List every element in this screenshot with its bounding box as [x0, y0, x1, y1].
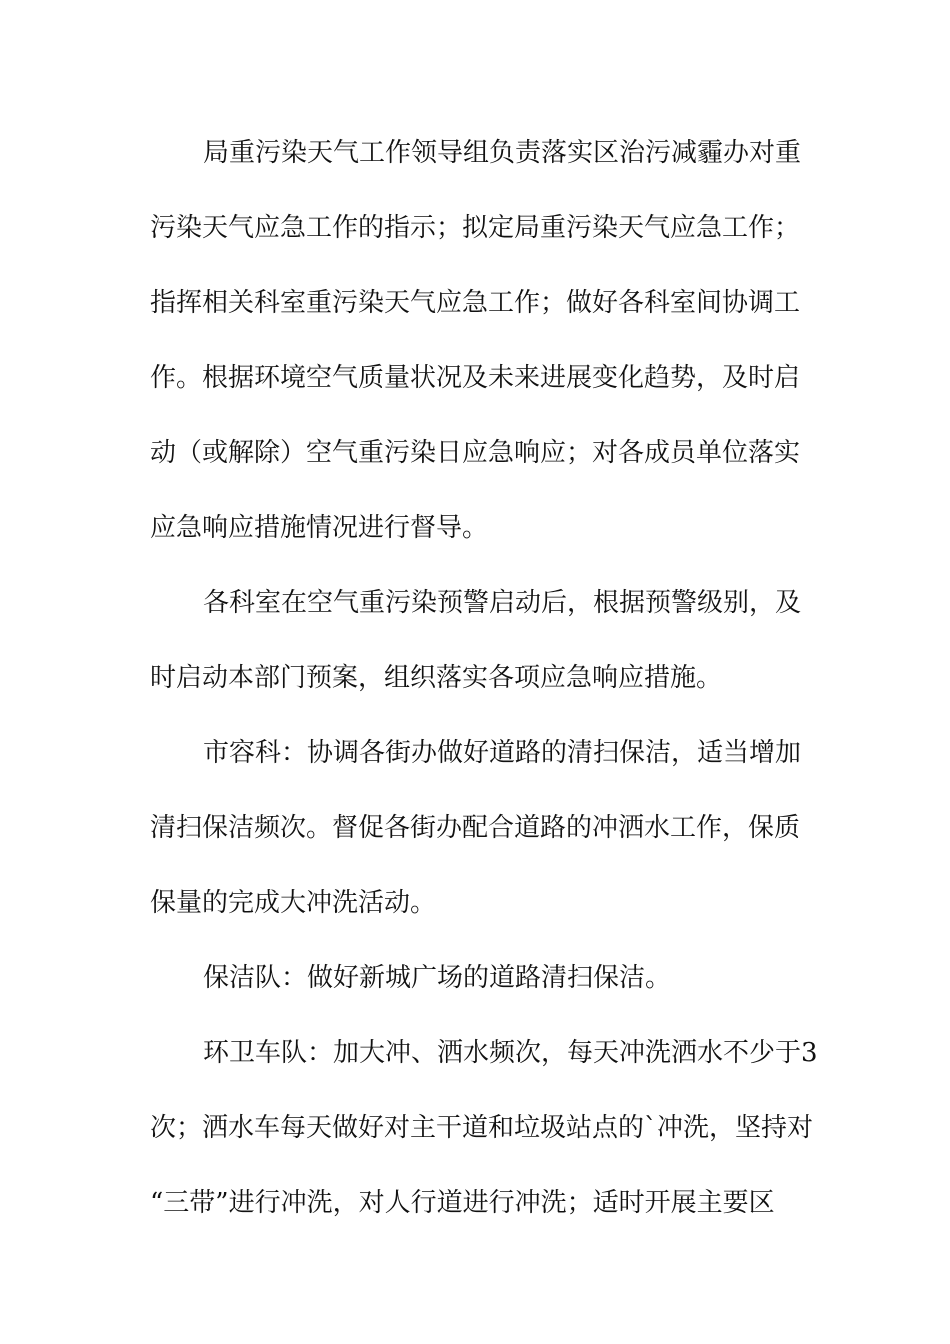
paragraph-line: 局重污染天气工作领导组负责落实区治污减霾办对重 [203, 138, 802, 168]
paragraph-line: 保量的完成大冲洗活动。 [150, 888, 437, 918]
paragraph-line: 应急响应措施情况进行督导。 [150, 513, 489, 543]
paragraph-line: 保洁队：做好新城广场的道路清扫保洁。 [203, 963, 672, 993]
paragraph-line: 作。根据环境空气质量状况及未来进展变化趋势，及时启 [150, 363, 801, 393]
paragraph-line: 次；洒水车每天做好对主干道和垃圾站点的`冲洗，坚持对 [150, 1113, 814, 1143]
paragraph-line: 指挥相关科室重污染天气应急工作；做好各科室间协调工 [150, 288, 801, 318]
paragraph-line: 环卫车队：加大冲、洒水频次，每天冲洗洒水不少于3 [203, 1038, 818, 1068]
paragraph-line: 动（或解除）空气重污染日应急响应；对各成员单位落实 [150, 438, 801, 468]
paragraph-line: “三带”进行冲洗，对人行道进行冲洗；适时开展主要区 [150, 1188, 775, 1218]
paragraph-line: 污染天气应急工作的指示；拟定局重污染天气应急工作； [150, 213, 801, 243]
paragraph-line: 清扫保洁频次。督促各街办配合道路的冲洒水工作，保质 [150, 813, 801, 843]
paragraph-line: 各科室在空气重污染预警启动后，根据预警级别，及 [203, 588, 802, 618]
paragraph-line: 时启动本部门预案，组织落实各项应急响应措施。 [150, 663, 723, 693]
paragraph-line: 市容科：协调各街办做好道路的清扫保洁，适当增加 [203, 738, 802, 768]
